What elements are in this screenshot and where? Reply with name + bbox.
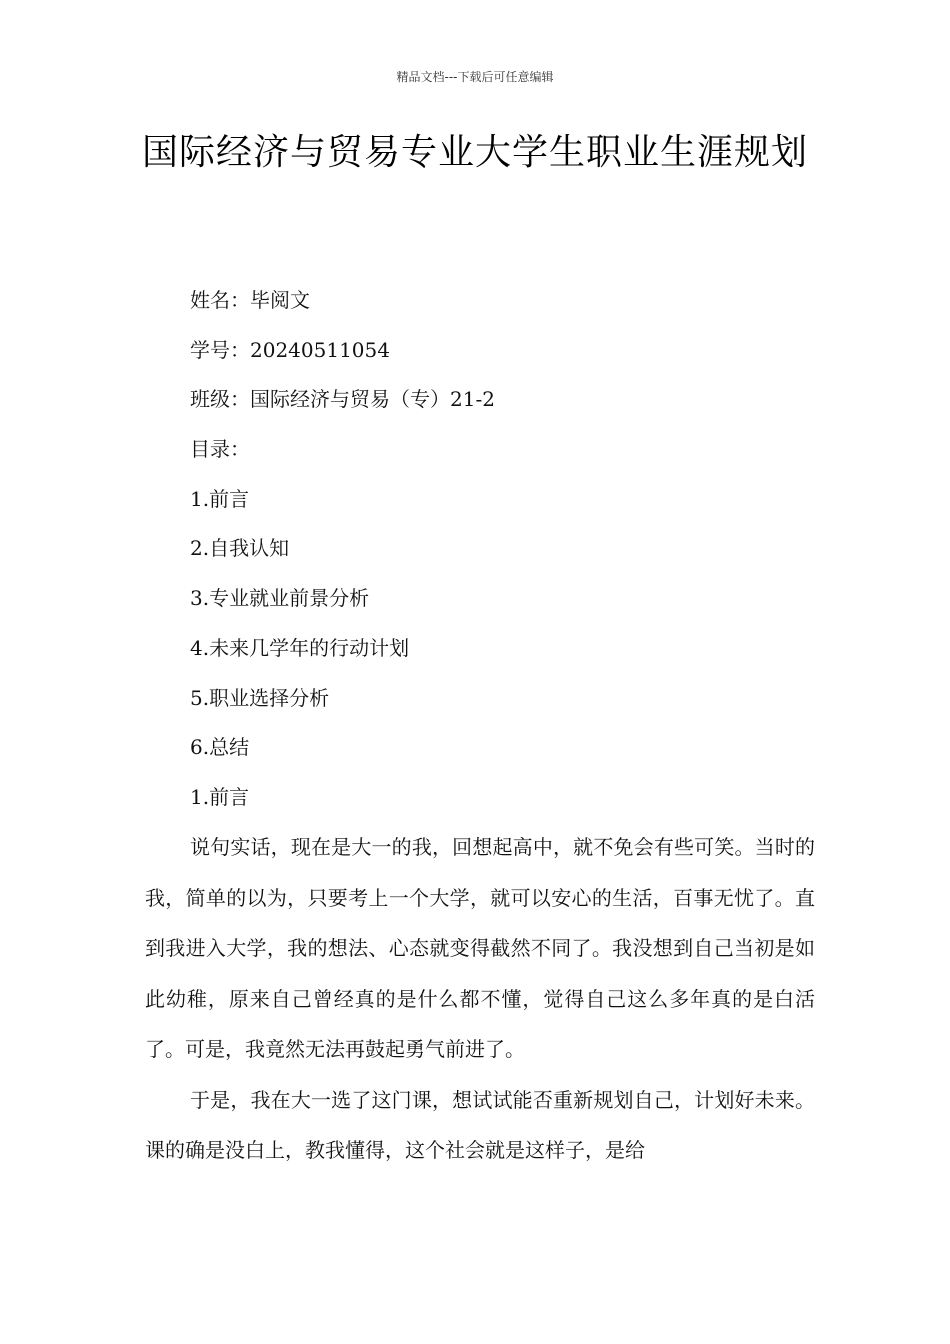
- header-note: 精品文档---下载后可任意编辑: [396, 70, 554, 84]
- document-title: 国际经济与贸易专业大学生职业生涯规划: [141, 132, 808, 173]
- toc-item: 4.未来几学年的行动计划: [190, 635, 410, 660]
- name-line: 姓名：毕阅文: [190, 288, 310, 312]
- toc-item: 6.总结: [190, 735, 250, 760]
- student-id-line: 学号：20240511054: [190, 337, 390, 362]
- section-heading: 1.前言: [190, 784, 250, 809]
- body-paragraph: 说句实话，现在是大一的我，回想起高中，就不免会有些可笑。当时的我，简单的以为，只要考上一个大学，就可以安心的生活，百事无忧了。直到我进入大学，我的想法、心态就变得截然不同了。我没想到自己当初是如此幼稚，原来自己曾经真的是什么都不懂，觉得自己这么多年真的是白活了。可是，我竟然无法再鼓起勇气前进了。: [145, 835, 815, 1061]
- body-paragraph: 于是，我在大一选了这门课，想试试能否重新规划自己，计划好未来。课的确是没白上，教我懂得，这个社会就是这样子，是给: [145, 1087, 815, 1162]
- toc-item: 3.专业就业前景分析: [190, 586, 370, 611]
- toc-item: 2.自我认知: [190, 536, 290, 561]
- toc-item: 5.职业选择分析: [190, 685, 330, 710]
- toc-label: 目录：: [190, 437, 250, 462]
- class-line: 班级：国际经济与贸易（专）21-2: [190, 387, 495, 412]
- info-and-toc-list: [190, 280, 810, 827]
- toc-item: 1.前言: [190, 486, 250, 511]
- body-text: [145, 822, 815, 1176]
